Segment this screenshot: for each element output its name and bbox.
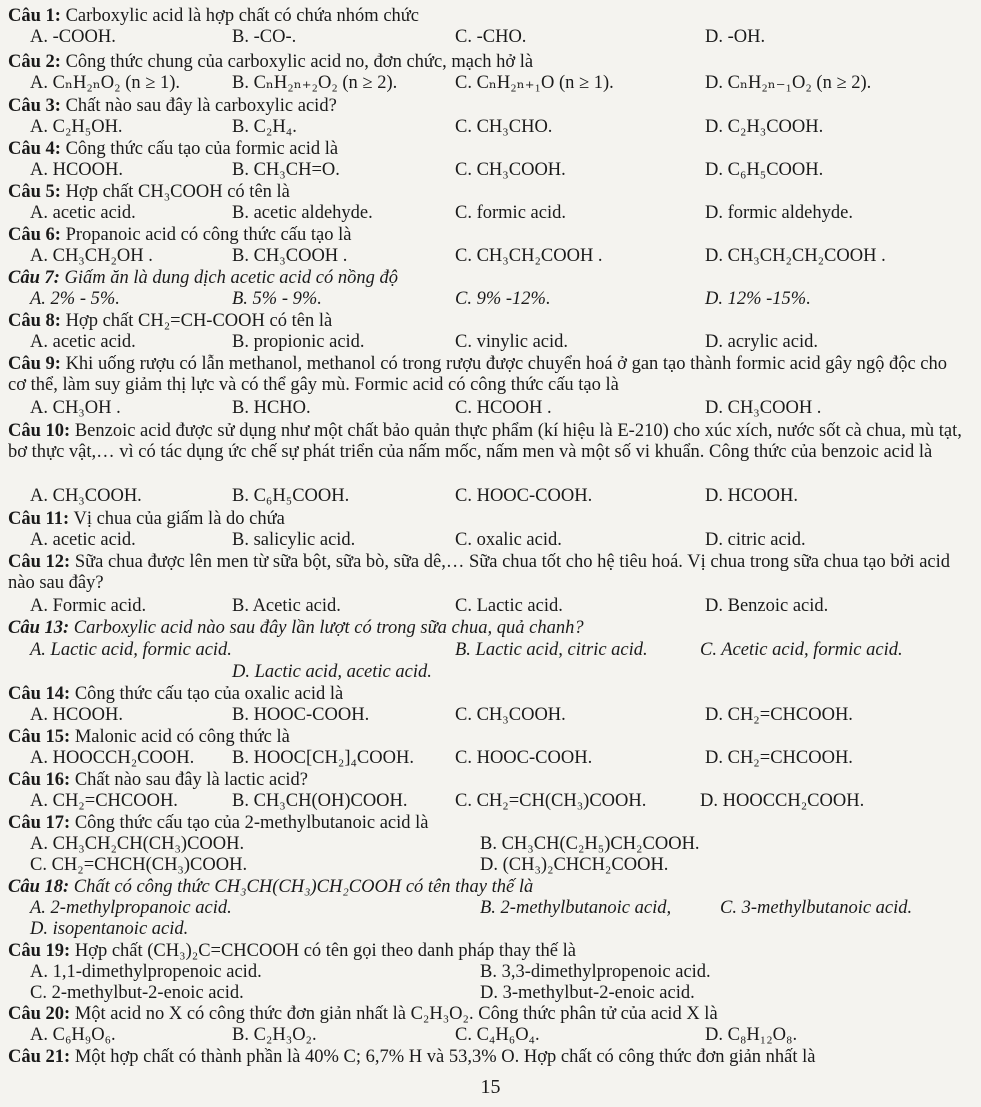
question-text: Một acid no X có công thức đơn giản nhất là C₂H₃O₂. Công thức phân tử của acid X là — [74, 1004, 718, 1024]
option-a[interactable]: A. C₆H₉O₆. — [30, 1025, 116, 1045]
option-a[interactable]: A. HOOCCH₂COOH. — [30, 748, 195, 768]
question-text: Vị chua của giấm là do chứa — [73, 509, 285, 529]
option-c[interactable]: C. CH₂=CHCH(CH₃)COOH. — [30, 855, 248, 875]
option-d[interactable]: D. CH₂=CHCOOH. — [705, 748, 853, 768]
option-d[interactable]: D. CₙH₂ₙ₋₁O₂ (n ≥ 2). — [705, 73, 872, 93]
option-b[interactable]: B. CH₃CH=O. — [232, 160, 340, 180]
option-c[interactable]: C. 2-methylbut-2-enoic acid. — [30, 983, 244, 1003]
question-label: Câu 17: — [8, 813, 71, 833]
question-label: Câu 21: — [8, 1047, 71, 1067]
option-b[interactable]: B. 2-methylbutanoic acid, — [480, 898, 672, 918]
question-label: Câu 8: — [8, 311, 61, 331]
option-a[interactable]: A. acetic acid. — [30, 203, 136, 223]
question-label: Câu 11: — [8, 509, 70, 529]
option-b[interactable]: B. salicylic acid. — [232, 530, 356, 550]
option-a[interactable]: A. Lactic acid, formic acid. — [30, 640, 232, 660]
question-text: Carboxylic acid là hợp chất có chứa nhóm chức — [65, 6, 420, 26]
option-b[interactable]: B. HOOC-COOH. — [232, 705, 370, 725]
option-c[interactable]: C. 3-methylbutanoic acid. — [720, 898, 913, 918]
option-d[interactable]: D. -OH. — [705, 27, 766, 47]
question-label: Câu 9: — [8, 354, 61, 374]
option-d[interactable]: D. 3-methylbut-2-enoic acid. — [480, 983, 695, 1003]
option-c[interactable]: C. CₙH₂ₙ₊₁O (n ≥ 1). — [455, 73, 614, 93]
option-c[interactable]: C. vinylic acid. — [455, 332, 569, 352]
question-text: Chất có công thức CH₃CH(CH₃)CH₂COOH có tên thay thế là — [73, 877, 534, 897]
option-a[interactable]: A. acetic acid. — [30, 332, 136, 352]
option-d[interactable]: D. C₈H₁₂O₈. — [705, 1025, 798, 1045]
question-label: Câu 6: — [8, 225, 61, 245]
option-d[interactable]: D. HCOOH. — [705, 486, 799, 506]
option-a[interactable]: A. Formic acid. — [30, 596, 147, 616]
option-d[interactable]: D. isopentanoic acid. — [30, 919, 189, 939]
option-d[interactable]: D. Lactic acid, acetic acid. — [232, 662, 432, 682]
option-b[interactable]: B. Lactic acid, citric acid. — [455, 640, 648, 660]
option-a[interactable]: A. HCOOH. — [30, 160, 124, 180]
question-text: Carboxylic acid nào sau đây lần lượt có trong sữa chua, quả chanh? — [73, 618, 584, 638]
page-number: 15 — [480, 1076, 501, 1098]
option-b[interactable]: B. acetic aldehyde. — [232, 203, 373, 223]
question-text: Công thức cấu tạo của 2-methylbutanoic acid là — [74, 813, 429, 833]
option-d[interactable]: D. citric acid. — [705, 530, 806, 550]
option-d[interactable]: D. C₆H₅COOH. — [705, 160, 824, 180]
option-c[interactable]: C. HOOC-COOH. — [455, 486, 593, 506]
option-d[interactable]: D. CH₂=CHCOOH. — [705, 705, 853, 725]
option-b[interactable]: B. CₙH₂ₙ₊₂O₂ (n ≥ 2). — [232, 73, 398, 93]
option-d[interactable]: D. Benzoic acid. — [705, 596, 829, 616]
option-a[interactable]: A. CH₃COOH. — [30, 486, 142, 506]
question-label: Câu 14: — [8, 684, 71, 704]
option-a[interactable]: A. C₂H₅OH. — [30, 117, 123, 137]
option-b[interactable]: B. 5% - 9%. — [232, 289, 322, 309]
option-a[interactable]: A. -COOH. — [30, 27, 116, 47]
question-label: Câu 16: — [8, 770, 71, 790]
option-b[interactable]: B. C₂H₃O₂. — [232, 1025, 317, 1045]
option-c[interactable]: C. C₄H₆O₄. — [455, 1025, 540, 1045]
question-text: Chất nào sau đây là lactic acid? — [74, 770, 309, 790]
option-d[interactable]: D. C₂H₃COOH. — [705, 117, 824, 137]
option-b[interactable]: B. -CO-. — [232, 27, 297, 47]
question-text: Benzoic acid được sử dụng như một chất bảo quản thực phẩm (kí hiệu là E-210) cho xúc xích, nước sốt cà chua, mù tạt, bơ thực vật,… vì có tác dụng ức chế sự phát triển của nấm mốc, nấm men và một số vi khuẩn. Công thức của benzoic acid là — [8, 421, 962, 462]
question-text: Khi uống rượu có lẫn methanol, methanol có trong rượu được chuyển hoá ở gan tạo thành formic acid gây ngộ độc cho cơ thể, làm suy giảm thị lực và có thể gây mù. Formic acid có công thức cấu tạo là — [8, 354, 947, 395]
option-c[interactable]: C. -CHO. — [455, 27, 527, 47]
option-a[interactable]: A. CₙH₂ₙO₂ (n ≥ 1). — [30, 73, 181, 93]
option-a[interactable]: A. 1,1-dimethylpropenoic acid. — [30, 962, 262, 982]
option-b[interactable]: B. C₂H₄. — [232, 117, 297, 137]
option-d[interactable]: D. HOOCCH₂COOH. — [700, 791, 865, 811]
option-d[interactable]: D. CH₃COOH . — [705, 398, 822, 418]
question-text: Hợp chất CH₂=CH-COOH có tên là — [65, 311, 333, 331]
question-text: Công thức cấu tạo của formic acid là — [65, 139, 339, 159]
question-label: Câu 15: — [8, 727, 71, 747]
option-c[interactable]: C. CH₃CH₂COOH . — [455, 246, 603, 266]
option-b[interactable]: B. Acetic acid. — [232, 596, 341, 616]
question-text: Giấm ăn là dung dịch acetic acid có nồng độ — [64, 268, 398, 288]
option-c[interactable]: C. CH₃CHO. — [455, 117, 553, 137]
question-text: Sữa chua được lên men từ sữa bột, sữa bò, sữa dê,… Sữa chua tốt cho hệ tiêu hoá. Vị chua trong sữa chua tạo bởi acid nào sau đây? — [8, 552, 951, 593]
question-label: Câu 7: — [8, 268, 60, 288]
question-text: Một hợp chất có thành phần là 40% C; 6,7% H và 53,3% O. Hợp chất có công thức đơn giản nhất là — [74, 1047, 816, 1067]
question-label: Câu 12: — [8, 552, 71, 572]
option-c[interactable]: C. Lactic acid. — [455, 596, 563, 616]
option-c[interactable]: C. CH₂=CH(CH₃)COOH. — [455, 791, 647, 811]
option-b[interactable]: B. HCHO. — [232, 398, 311, 418]
option-a[interactable]: A. CH₃OH . — [30, 398, 121, 418]
option-c[interactable]: C. HCOOH . — [455, 398, 552, 418]
option-b[interactable]: B. HOOC[CH₂]₄COOH. — [232, 748, 414, 768]
option-c[interactable]: C. formic acid. — [455, 203, 566, 223]
question-text: Propanoic acid có công thức cấu tạo là — [65, 225, 352, 245]
option-b[interactable]: B. 3,3-dimethylpropenoic acid. — [480, 962, 711, 982]
option-d[interactable]: D. 12% -15%. — [705, 289, 811, 309]
question-text: Hợp chất (CH₃)₂C=CHCOOH có tên gọi theo danh pháp thay thế là — [74, 941, 576, 961]
question-label: Câu 18: — [8, 877, 70, 897]
question-label: Câu 2: — [8, 52, 61, 72]
option-b[interactable]: B. CH₃CH(C₂H₅)CH₂COOH. — [480, 834, 700, 854]
question-text: Malonic acid có công thức là — [74, 727, 290, 747]
option-d[interactable]: D. (CH₃)₂CHCH₂COOH. — [480, 855, 669, 875]
option-a[interactable]: A. CH₃CH₂OH . — [30, 246, 153, 266]
option-b[interactable]: B. CH₃CH(OH)COOH. — [232, 791, 408, 811]
question-label: Câu 20: — [8, 1004, 71, 1024]
option-c[interactable]: C. 9% -12%. — [455, 289, 551, 309]
option-c[interactable]: C. oxalic acid. — [455, 530, 562, 550]
question-label: Câu 19: — [8, 941, 71, 961]
option-b[interactable]: B. CH₃COOH . — [232, 246, 348, 266]
option-a[interactable]: A. 2% - 5%. — [30, 289, 120, 309]
question-label: Câu 3: — [8, 96, 61, 116]
option-d[interactable]: D. acrylic acid. — [705, 332, 818, 352]
question-label: Câu 5: — [8, 182, 61, 202]
option-c[interactable]: C. Acetic acid, formic acid. — [700, 640, 903, 660]
question-text: Công thức chung của carboxylic acid no, đơn chức, mạch hở là — [65, 52, 534, 72]
question-label: Câu 4: — [8, 139, 61, 159]
option-a[interactable]: A. acetic acid. — [30, 530, 136, 550]
question-label: Câu 13: — [8, 618, 70, 638]
option-d[interactable]: D. formic aldehyde. — [705, 203, 853, 223]
question-text: Công thức cấu tạo của oxalic acid là — [74, 684, 344, 704]
option-b[interactable]: B. propionic acid. — [232, 332, 365, 352]
option-d[interactable]: D. CH₃CH₂CH₂COOH . — [705, 246, 886, 266]
question-text: Hợp chất CH₃COOH có tên là — [65, 182, 290, 202]
option-a[interactable]: A. CH₃CH₂CH(CH₃)COOH. — [30, 834, 245, 854]
option-c[interactable]: C. CH₃COOH. — [455, 160, 566, 180]
option-a[interactable]: A. HCOOH. — [30, 705, 124, 725]
option-b[interactable]: B. C₆H₅COOH. — [232, 486, 350, 506]
option-a[interactable]: A. CH₂=CHCOOH. — [30, 791, 178, 811]
question-text: Chất nào sau đây là carboxylic acid? — [65, 96, 337, 116]
option-c[interactable]: C. HOOC-COOH. — [455, 748, 593, 768]
question-label: Câu 10: — [8, 421, 71, 441]
question-label: Câu 1: — [8, 6, 61, 26]
option-a[interactable]: A. 2-methylpropanoic acid. — [30, 898, 232, 918]
option-c[interactable]: C. CH₃COOH. — [455, 705, 566, 725]
